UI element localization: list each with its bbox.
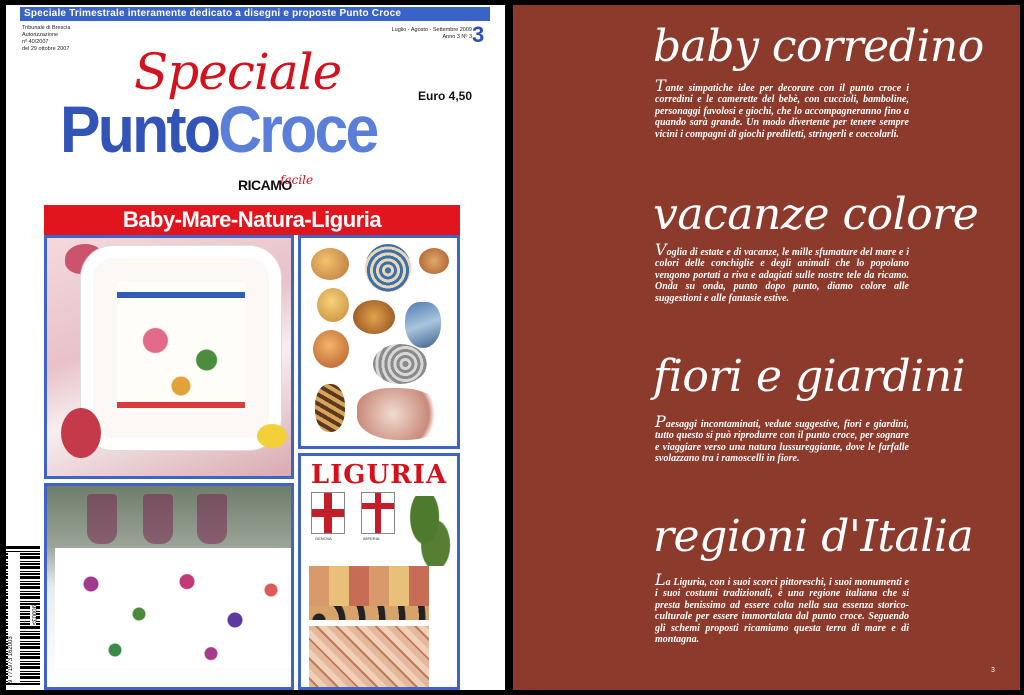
issue-period xyxy=(386,27,472,41)
section-body xyxy=(655,240,909,304)
crest-label: IMPERIA xyxy=(363,536,380,541)
rubber-duck xyxy=(257,424,287,448)
section-body xyxy=(655,412,909,465)
seashell xyxy=(317,288,349,322)
wine-glass xyxy=(197,494,227,544)
ricamo-label: RICAMO xyxy=(238,177,292,193)
seashell xyxy=(373,344,427,384)
seashell xyxy=(405,302,441,348)
masthead-part1: Punto xyxy=(60,92,219,166)
issue-number: 3 xyxy=(472,22,485,47)
page-number: 3 xyxy=(991,667,995,674)
baby-pillow-photo xyxy=(44,235,294,479)
seashell xyxy=(353,300,395,334)
section-text: a Liguria, con i suoi scorci pittoreschi, i suoi monumenti e i suoi costumi tradizionali, è una regione italiana che si presta benissimo ad essere colta nella sua essenza storico-culturale per essere immortalata dal punto croce. Seguendo gli schemi proposti ricamiamo questa terra di mare e di montagna. xyxy=(655,577,909,646)
period-line: Luglio - Agosto - Settembre 2009 xyxy=(391,27,472,33)
legal-line: Autorizzazione xyxy=(22,32,59,38)
title-script: Speciale xyxy=(134,43,342,101)
seashell xyxy=(311,248,349,280)
legal-line: del 29 ottobre 2007 xyxy=(22,46,70,52)
cover-price: Euro 4,50 xyxy=(418,89,473,103)
section-body xyxy=(655,570,909,646)
colored-houses xyxy=(309,566,429,606)
section-title: baby corredino xyxy=(653,21,984,72)
period-line: Anno 3 Nº 3 xyxy=(442,34,472,40)
floral-table-runner-photo xyxy=(44,483,294,690)
ricamo-script: facile xyxy=(280,173,314,187)
legal-line: nº 40/2007 xyxy=(22,39,49,45)
section-text: ante simpatiche idee per decorare con il punto croce i corredini e le camerette del bebè, con cuccioli, bamboline, personaggi favolosi e giochi, che lo accompagneranno fino a quando sarà grande. Un modo divertente per tenere sempre vicini i compagni di giochi prediletti, stringerli e coccolarli. xyxy=(655,83,909,140)
ornamental-tile xyxy=(309,626,429,688)
legal-info xyxy=(22,25,112,53)
magazine-cover xyxy=(6,5,505,690)
seashell xyxy=(419,248,449,274)
seashells-pattern xyxy=(298,235,460,449)
legal-line: Tribunale di Brescia xyxy=(22,25,71,31)
genova-crest-icon xyxy=(311,492,345,534)
barcode-code: 90003> xyxy=(30,605,36,626)
embroidered-runner xyxy=(55,548,294,668)
arcade xyxy=(309,606,429,620)
cross-stitch-design xyxy=(117,282,245,412)
wine-glass xyxy=(143,494,173,544)
section-text: aesaggi incontaminati, vedute suggestive, fiori e giardini, tutto questo si può riprodurre con il punto croce, per sognare e viaggiare verso una natura lussureggiante, dove le farfalle svolazzano tra i ramoscelli in fiore. xyxy=(655,419,909,465)
section-title: vacanze colore xyxy=(653,189,979,240)
section-title: regioni d'Italia xyxy=(653,511,974,562)
liguria-title: LIGURIA xyxy=(310,460,448,490)
section-body xyxy=(655,76,909,140)
masthead xyxy=(60,92,377,166)
cover-banner: Speciale Trimestrale interamente dedicato a disegni e proposte Punto Croce xyxy=(20,7,490,21)
seashell xyxy=(315,384,345,432)
drop-cap: V xyxy=(655,240,667,259)
drop-cap: P xyxy=(655,412,666,431)
seashell xyxy=(365,244,411,292)
topics-bar: Baby-Mare-Natura-Liguria xyxy=(44,205,460,235)
liguria-pattern xyxy=(298,453,460,690)
seashell xyxy=(313,330,349,368)
section-title: fiori e giardini xyxy=(653,351,966,402)
imperia-crest-icon xyxy=(361,492,395,534)
section-text: oglia di estate e di vacanze, le mille sfumature del mare e i colori delle conchiglie e degli animali che lo popolano vengono portati a riva e adagiati sulle nostre tele da ricamo. Onda su onda, punto dopo punto, diamo colore alle suggestioni e alle fantasie estive. xyxy=(655,247,909,304)
barcode-number: 9 771973 162003 xyxy=(8,553,20,683)
wine-glass xyxy=(87,494,117,544)
masthead-part2: Croce xyxy=(218,92,377,166)
drop-cap: T xyxy=(655,76,666,95)
seashell xyxy=(357,388,447,440)
toy xyxy=(61,408,101,458)
editorial-page xyxy=(513,5,1020,690)
drop-cap: L xyxy=(655,570,666,589)
crest-label: GENOVA xyxy=(315,536,332,541)
leaf-branch xyxy=(407,496,451,566)
